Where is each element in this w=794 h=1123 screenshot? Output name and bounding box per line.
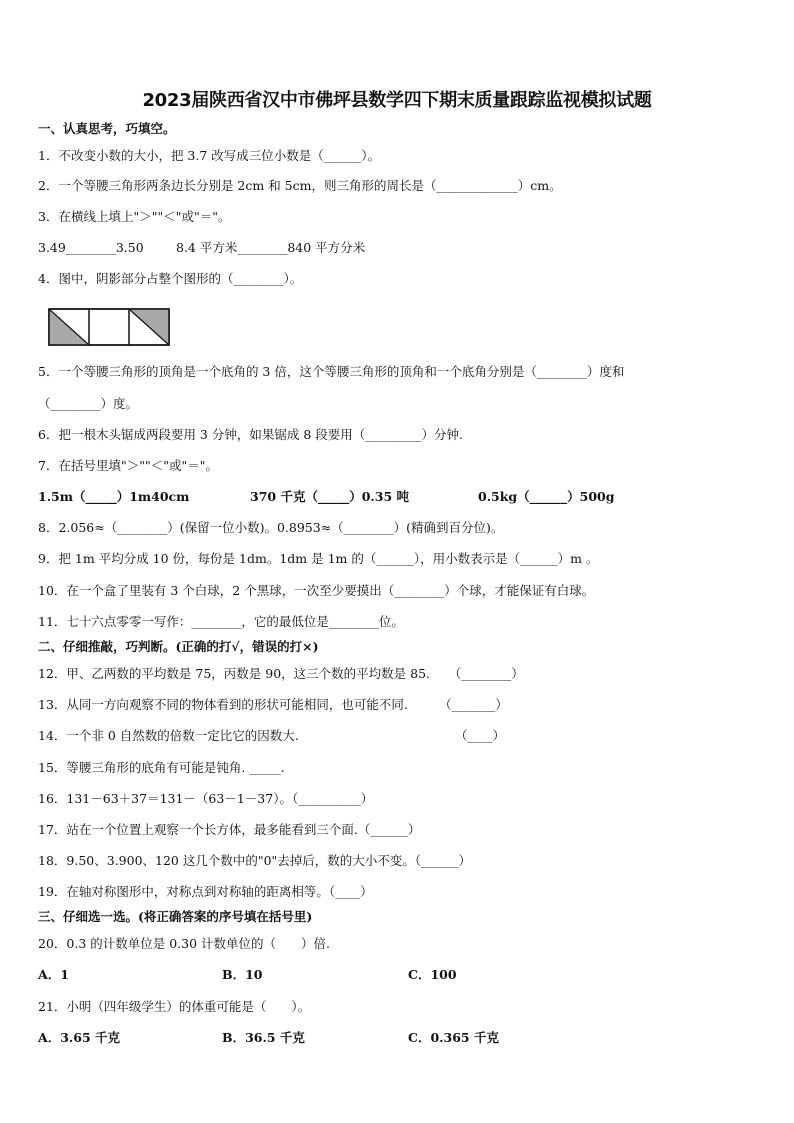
question-3-parts [38,240,538,256]
q20-option-a: A．1 [38,967,69,982]
question-13: 13．从同一方向观察不同的物体看到的形状可能相同，也可能不同. （_______） [38,697,508,712]
question-9: 9．把 1m 平均分成 10 份，每份是 1dm。1dm 是 1m 的（______），用小数表示是（______）m 。 [38,551,599,566]
q3-part-b: 8.4 平方米________840 平方分米 [176,240,366,255]
q7-part-c: 0.5kg（______）500g [478,489,615,504]
question-7: 7．在括号里填"＞""＜"或"＝"。 [38,458,218,473]
question-1: 1．不改变小数的大小，把 3.7 改写成三位小数是（______）。 [38,148,381,163]
question-14: 14．一个非 0 自然数的倍数一定比它的因数大. （____） [38,728,506,743]
question-7-parts [38,489,738,505]
q21-option-c: C．0.365 千克 [408,1030,499,1045]
question-10: 10．在一个盒了里装有 3 个白球，2 个黑球，一次至少要摸出（________）个球，才能保证有白球。 [38,583,595,598]
question-20: 20．0.3 的计数单位是 0.30 计数单位的（ ）倍. [38,936,331,951]
section-heading-3: 三、仔细选一选。(将正确答案的序号填在括号里) [38,909,313,924]
question-3: 3．在横线上填上"＞""＜"或"＝"。 [38,209,231,224]
question-8: 8．2.056≈（________）(保留一位小数)。0.8953≈（________）(精确到百分位)。 [38,520,504,535]
question-12: 12．甲、乙两数的平均数是 75，丙数是 90，这三个数的平均数是 85. （________） [38,666,524,681]
question-19: 19．在轴对称图形中，对称点到对称轴的距离相等。（____） [38,884,373,899]
page-title: 2023届陕西省汉中市佛坪县数学四下期末质量跟踪监视模拟试题 [142,90,652,111]
question-18: 18．9.50、3.900、120 这几个数中的"0"去掉后，数的大小不变。（______） [38,853,472,868]
question-2: 2．一个等腰三角形两条边长分别是 2cm 和 5cm，则三角形的周长是（_____________）cm。 [38,178,562,193]
question-5-line-1: 5．一个等腰三角形的顶角是一个底角的 3 倍，这个等腰三角形的顶角和一个底角分别是（________）度和 [38,364,625,379]
question-21: 21．小明（四年级学生）的体重可能是（ ）。 [38,999,311,1014]
question-17: 17．站在一个位置上观察一个长方体，最多能看到三个面.（______） [38,822,421,837]
question-16: 16．131－63＋37＝131－（63－1－37）。（__________） [38,791,374,806]
shaded-squares-figure [48,308,170,346]
question-20-options [38,967,638,983]
q7-part-b: 370 千克（_____）0.35 吨 [250,489,409,504]
question-21-options [38,1030,638,1046]
section-heading-2: 二、仔细推敲，巧判断。(正确的打√，错误的打×) [38,639,319,654]
q20-option-c: C．100 [408,967,457,982]
q21-option-b: B．36.5 千克 [222,1030,305,1045]
q21-option-a: A．3.65 千克 [38,1030,120,1045]
q3-part-a: 3.49________3.50 [38,240,144,255]
q7-part-a: 1.5m（_____）1m40cm [38,489,190,504]
question-5-line-2: （________）度。 [38,396,139,411]
question-15: 15．等腰三角形的底角有可能是钝角. _____. [38,760,285,775]
q20-option-b: B．10 [222,967,263,982]
question-11: 11．七十六点零零一写作：________，它的最低位是________位。 [38,614,404,629]
question-6: 6．把一根木头锯成两段要用 3 分钟，如果锯成 8 段要用（_________）分钟. [38,427,463,442]
question-4: 4．图中，阴影部分占整个图形的（________）。 [38,271,303,286]
section-heading-1: 一、认真思考，巧填空。 [38,121,176,136]
